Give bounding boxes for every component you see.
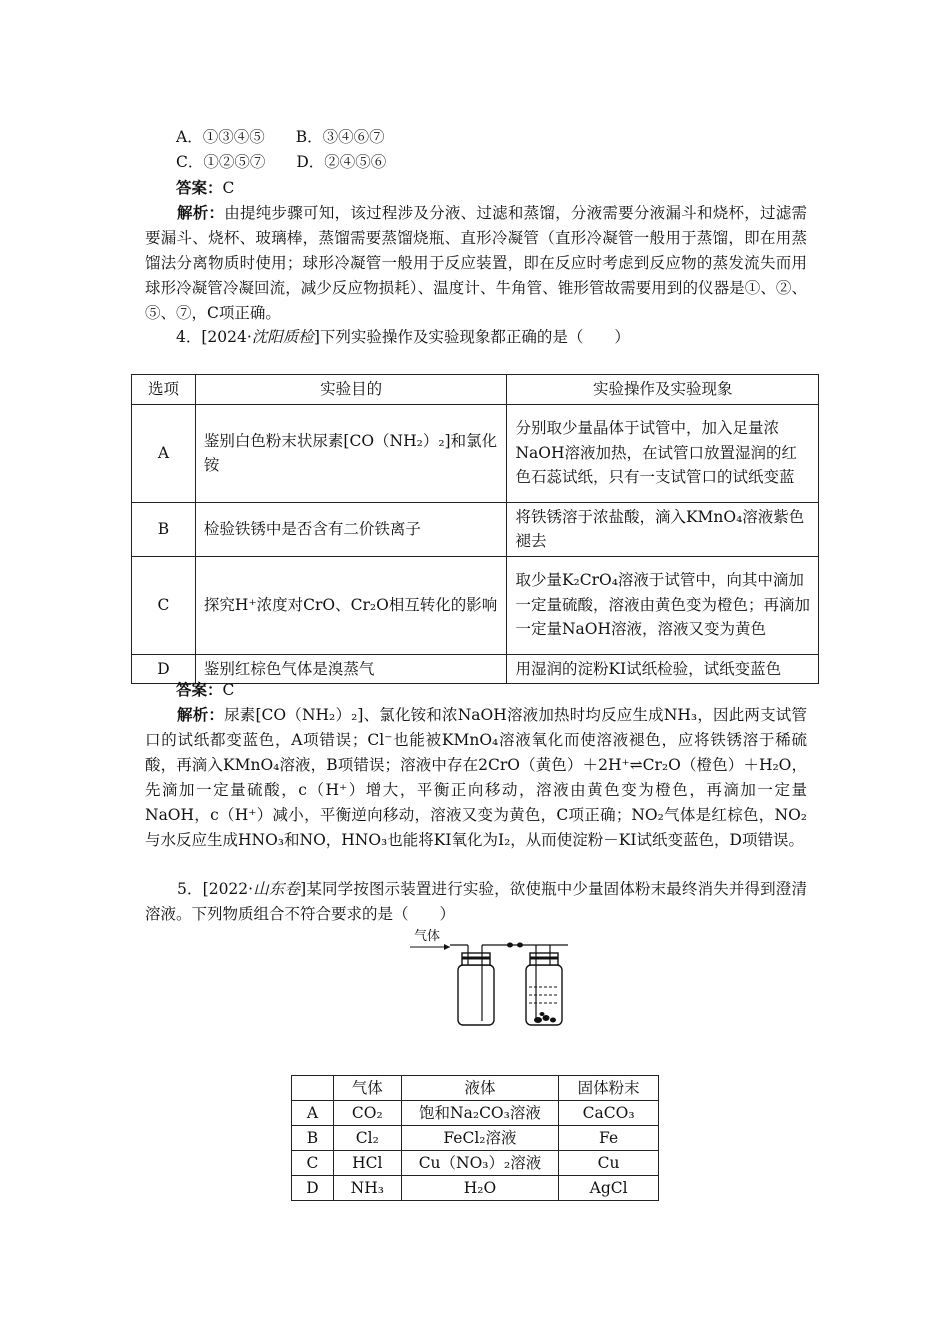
row-purpose: 检验铁锈中是否含有二价铁离子 <box>195 502 507 556</box>
answer-label: 答案： <box>176 680 223 699</box>
table-row <box>132 556 819 654</box>
cell: HCl <box>333 1151 401 1176</box>
q4-stem-prefix: 4．[2024· <box>176 328 252 346</box>
answer-value: C <box>222 681 235 699</box>
header-solid: 固体粉末 <box>559 1076 659 1101</box>
analysis-label: 解析： <box>177 705 225 724</box>
table-header-row <box>132 375 819 405</box>
header-liquid: 液体 <box>401 1076 558 1101</box>
cell: H₂O <box>401 1176 558 1201</box>
apparatus-figure <box>410 925 580 1035</box>
analysis-text: 尿素[CO（NH₂）₂]、氯化铵和浓NaOH溶液加热时均反应生成NH₃，因此两支试管口的试纸都变蓝色，A项错误；Cl⁻也能被KMnO₄溶液氧化而使溶液褪色，应将铁锈溶于稀硫酸，再滴入KMnO₄溶液，B项错误；溶液中存在2CrO（黄色）＋2H⁺⇌Cr₂O（橙色）＋H₂O，先滴加一定量硫酸，c（H⁺）增大，平衡正向移动，溶液由黄色变为橙色，再滴加一定量NaOH，c（H⁺）减小，平衡逆向移动，溶液又变为黄色，C项正确；NO₂气体是红棕色，NO₂与水反应生成HNO₃和NO，HNO₃也能将KI氧化为I₂，从而使淀粉－KI试纸变蓝色，D项错误。 <box>145 706 807 849</box>
row-operation: 用湿润的淀粉KI试纸检验，试纸变蓝色 <box>507 654 819 684</box>
cell: Cl₂ <box>333 1126 401 1151</box>
q5-stem <box>145 877 807 927</box>
q4-stem <box>176 325 950 350</box>
cell: 饱和Na₂CO₃溶液 <box>401 1101 558 1126</box>
cell: C <box>292 1151 334 1176</box>
row-purpose: 鉴别红棕色气体是溴蒸气 <box>195 654 507 684</box>
row-operation: 分别取少量晶体于试管中，加入足量浓NaOH溶液加热，在试管口放置湿润的红色石蕊试纸，只有一支试管口的试纸变蓝 <box>507 404 819 502</box>
row-operation: 将铁锈溶于浓盐酸，滴入KMnO₄溶液紫色褪去 <box>507 502 819 556</box>
cell: A <box>292 1101 334 1126</box>
table-row <box>292 1176 659 1201</box>
table-row <box>132 404 819 502</box>
q5-stem-text: ]某同学按图示装置进行实验，欲使瓶中少量固体粉末最终消失并得到澄清溶液。下列物质组合不符合要求的是（ ） <box>145 880 807 923</box>
q5-stem-source: 山东卷 <box>253 880 301 898</box>
q4-stem-source: 沈阳质检 <box>251 328 314 346</box>
q4-answer <box>176 677 950 703</box>
table-row <box>292 1151 659 1176</box>
q5-stem-prefix: 5．[2022· <box>177 880 254 898</box>
cell: B <box>292 1126 334 1151</box>
cell: FeCl₂溶液 <box>401 1126 558 1151</box>
header-operation: 实验操作及实验现象 <box>507 375 819 405</box>
q4-analysis <box>145 702 807 853</box>
analysis-label: 解析： <box>177 203 225 222</box>
row-purpose: 探究H⁺浓度对CrO、Cr₂O相互转化的影响 <box>195 556 507 654</box>
table-row <box>292 1101 659 1126</box>
header-gas: 气体 <box>333 1076 401 1101</box>
q4-table <box>131 374 819 684</box>
header-blank <box>292 1076 334 1101</box>
table-row <box>292 1126 659 1151</box>
table-header-row <box>292 1076 659 1101</box>
cell: Fe <box>559 1126 659 1151</box>
q4-stem-text: ]下列实验操作及实验现象都正确的是（ ） <box>313 328 630 346</box>
header-option: 选项 <box>132 375 196 405</box>
table-row <box>132 502 819 556</box>
row-option: A <box>132 404 196 502</box>
row-operation: 取少量K₂CrO₄溶液于试管中，向其中滴加一定量硫酸，溶液由黄色变为橙色；再滴加一定量NaOH溶液，溶液又变为黄色 <box>507 556 819 654</box>
answer-label: 答案： <box>176 178 223 197</box>
gas-label: 气体 <box>414 929 441 944</box>
cell: Cu <box>559 1151 659 1176</box>
cell: Cu（NO₃）₂溶液 <box>401 1151 558 1176</box>
header-purpose: 实验目的 <box>195 375 507 405</box>
q5-table <box>291 1075 659 1201</box>
row-option: B <box>132 502 196 556</box>
q3-options-ab: A．①③④⑤ B．③④⑥⑦ <box>176 128 385 146</box>
q3-answer <box>176 175 950 201</box>
row-option: D <box>132 654 196 684</box>
cell: NH₃ <box>333 1176 401 1201</box>
row-purpose: 鉴别白色粉末状尿素[CO（NH₂）₂]和氯化铵 <box>195 404 507 502</box>
q3-analysis <box>145 200 807 326</box>
cell: D <box>292 1176 334 1201</box>
cell: CaCO₃ <box>559 1101 659 1126</box>
q3-options-cd: C．①②⑤⑦ D．②④⑤⑥ <box>176 153 387 171</box>
cell: CO₂ <box>333 1101 401 1126</box>
answer-value: C <box>222 179 235 197</box>
cell: AgCl <box>559 1176 659 1201</box>
analysis-text: 由提纯步骤可知，该过程涉及分液、过滤和蒸馏，分液需要分液漏斗和烧杯，过滤需要漏斗、烧杯、玻璃棒，蒸馏需要蒸馏烧瓶、直形冷凝管（直形冷凝管一般用于蒸馏，即在用蒸馏法分离物质时使用；球形冷凝管一般用于反应装置，即在反应时考虑到反应物的蒸发流失而用球形冷凝管冷凝回流，减少反应物损耗）、温度计、牛角管、锥形管故需要用到的仪器是①、②、⑤、⑦，C项正确。 <box>145 204 807 322</box>
row-option: C <box>132 556 196 654</box>
